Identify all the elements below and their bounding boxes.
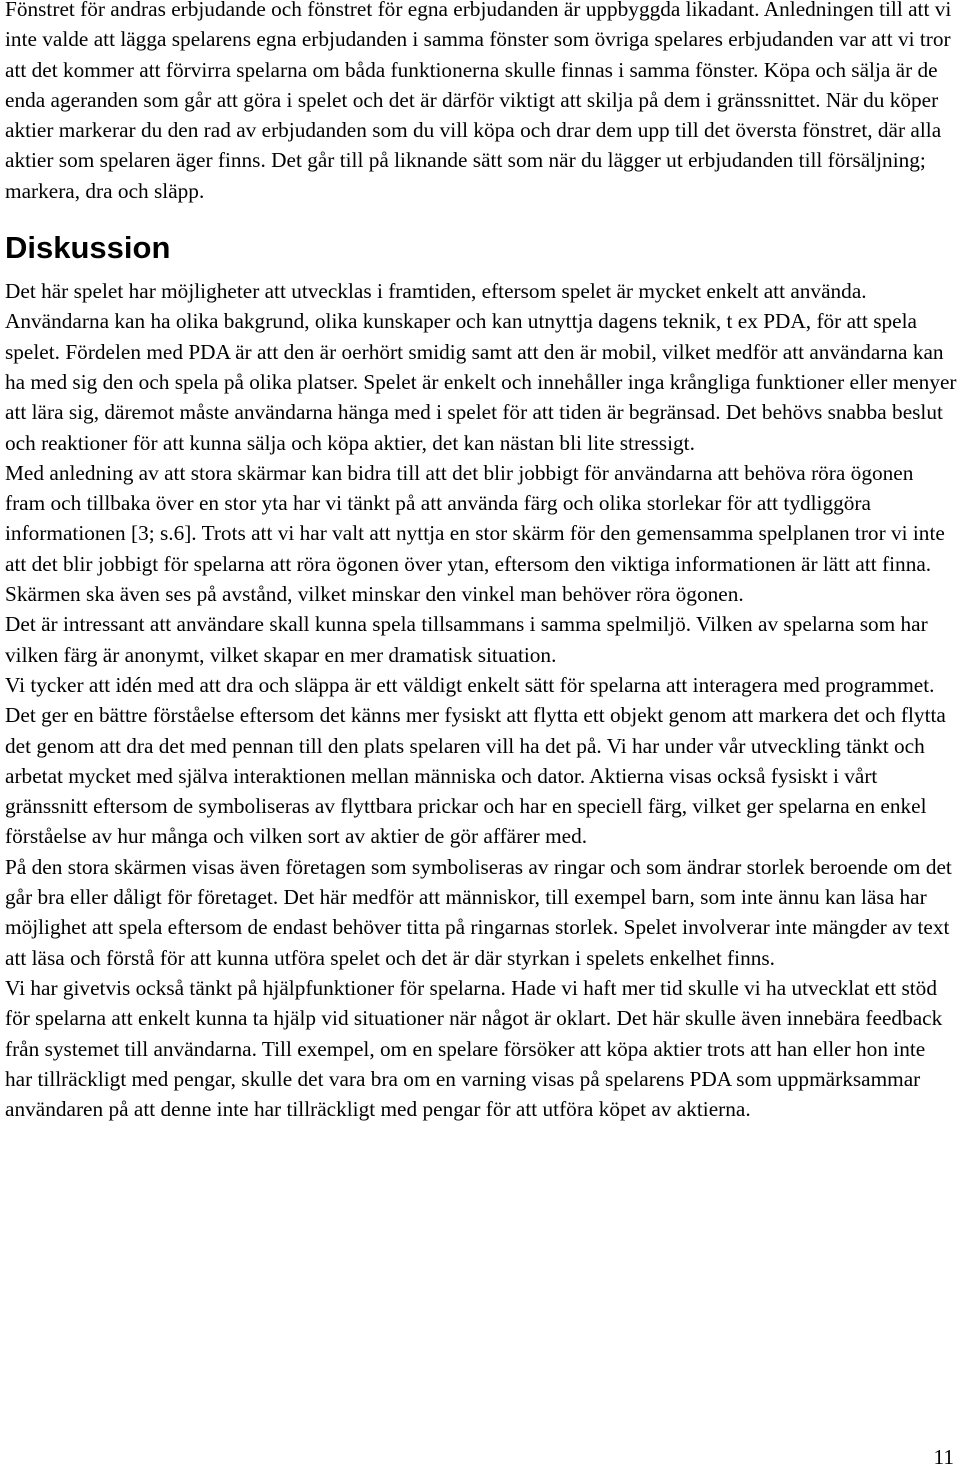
document-page	[5, 0, 957, 1124]
paragraph-4: Vi tycker att idén med att dra och släppa är ett väldigt enkelt sätt för spelarna att interagera med programmet. Det ger en bättre förståelse eftersom det känns mer fysiskt att flytta ett objekt genom att markera det och flytta det genom att dra det med pennan till den plats spelaren vill ha det på. Vi har under vår utveckling tänkt och arbetat mycket med själva interaktionen mellan människa och dator. Aktierna visas också fysiskt i vårt gränssnitt eftersom de symboliseras av flyttbara prickar och har en speciell färg, vilket ger spelarna en enkel förståelse av hur många och vilken sort av aktier de gör affärer med.	[5, 672, 946, 849]
intro-paragraph: Fönstret för andras erbjudande och fönstret för egna erbjudanden är uppbyggda likadant. Anledningen till att vi inte valde att lägga spelarens egna erbjudanden i samma fönster som övriga spelares erbjudanden var att vi tror att det kommer att förvirra spelarna om båda funktionerna skulle finnas i samma fönster. Köpa och sälja är de enda ageranden som går att göra i spelet och det är därför viktigt att skilja på dem i gränssnittet. När du köper aktier markerar du den rad av erbjudanden som du vill köpa och drar dem upp till det översta fönstret, där alla aktier som spelaren äger finns. Det går till på liknande sätt som när du lägger ut erbjudanden till försäljning; markera, dra och släpp.	[5, 0, 952, 203]
section-heading: Diskussion	[5, 230, 171, 266]
paragraph-3: Det är intressant att användare skall kunna spela tillsammans i samma spelmiljö. Vilken av spelarna som har vilken färg är anonymt, vilket skapar en mer dramatisk situation.	[5, 612, 928, 667]
page-number: 11	[933, 1445, 954, 1469]
paragraph-5: På den stora skärmen visas även företagen som symboliseras av ringar och som ändrar storlek beroende om det går bra eller dåligt för företaget. Det här medför att människor, till exempel barn, som inte ännu kan läsa har möjlighet att spela eftersom de endast behöver titta på ringarnas storlek. Spelet involverar inte mängder av text att läsa och förstå för att kunna utföra spelet och det är där styrkan i spelets enkelhet finns.	[5, 854, 952, 970]
paragraph-2: Med anledning av att stora skärmar kan bidra till att det blir jobbigt för användarna att behöva röra ögonen fram och tillbaka över en stor yta har vi tänkt på att använda färg och olika storlekar för att tydliggöra informationen [3; s.6]. Trots att vi har valt att nyttja en stor skärm för den gemensamma spelplanen tror vi inte att det blir jobbigt för spelarna att röra ögonen över ytan, eftersom den viktiga informationen är lätt att finna. Skärmen ska även ses på avstånd, vilket minskar den vinkel man behöver röra ögonen.	[5, 460, 945, 607]
paragraph-1: Det här spelet har möjligheter att utvecklas i framtiden, eftersom spelet är mycket enkelt att använda. Användarna kan ha olika bakgrund, olika kunskaper och kan utnyttja dagens teknik, t ex PDA, för att spela spelet. Fördelen med PDA är att den är oerhört smidig samt att den är mobil, vilket medför att användarna kan ha med sig den och spela på olika platser. Spelet är enkelt och innehåller inga krångliga funktioner eller menyer att lära sig, däremot måste användarna hänga med i spelet för att tiden är begränsad. Det behövs snabba beslut och reaktioner för att kunna sälja och köpa aktier, det kan nästan bli lite stressigt.	[5, 279, 957, 455]
paragraph-6: Vi har givetvis också tänkt på hjälpfunktioner för spelarna. Hade vi haft mer tid skulle vi ha utvecklat ett stöd för spelarna att enkelt kunna ta hjälp vid situationer när något är oklart. Det här skulle även innebära feedback från systemet till användarna. Till exempel, om en spelare försöker att köpa aktier trots att han eller hon inte har tillräckligt med pengar, skulle det vara bra om en varning visas på spelarens PDA som uppmärksammar användaren på att denne inte har tillräckligt med pengar för att utföra köpet av aktierna.	[5, 975, 943, 1122]
